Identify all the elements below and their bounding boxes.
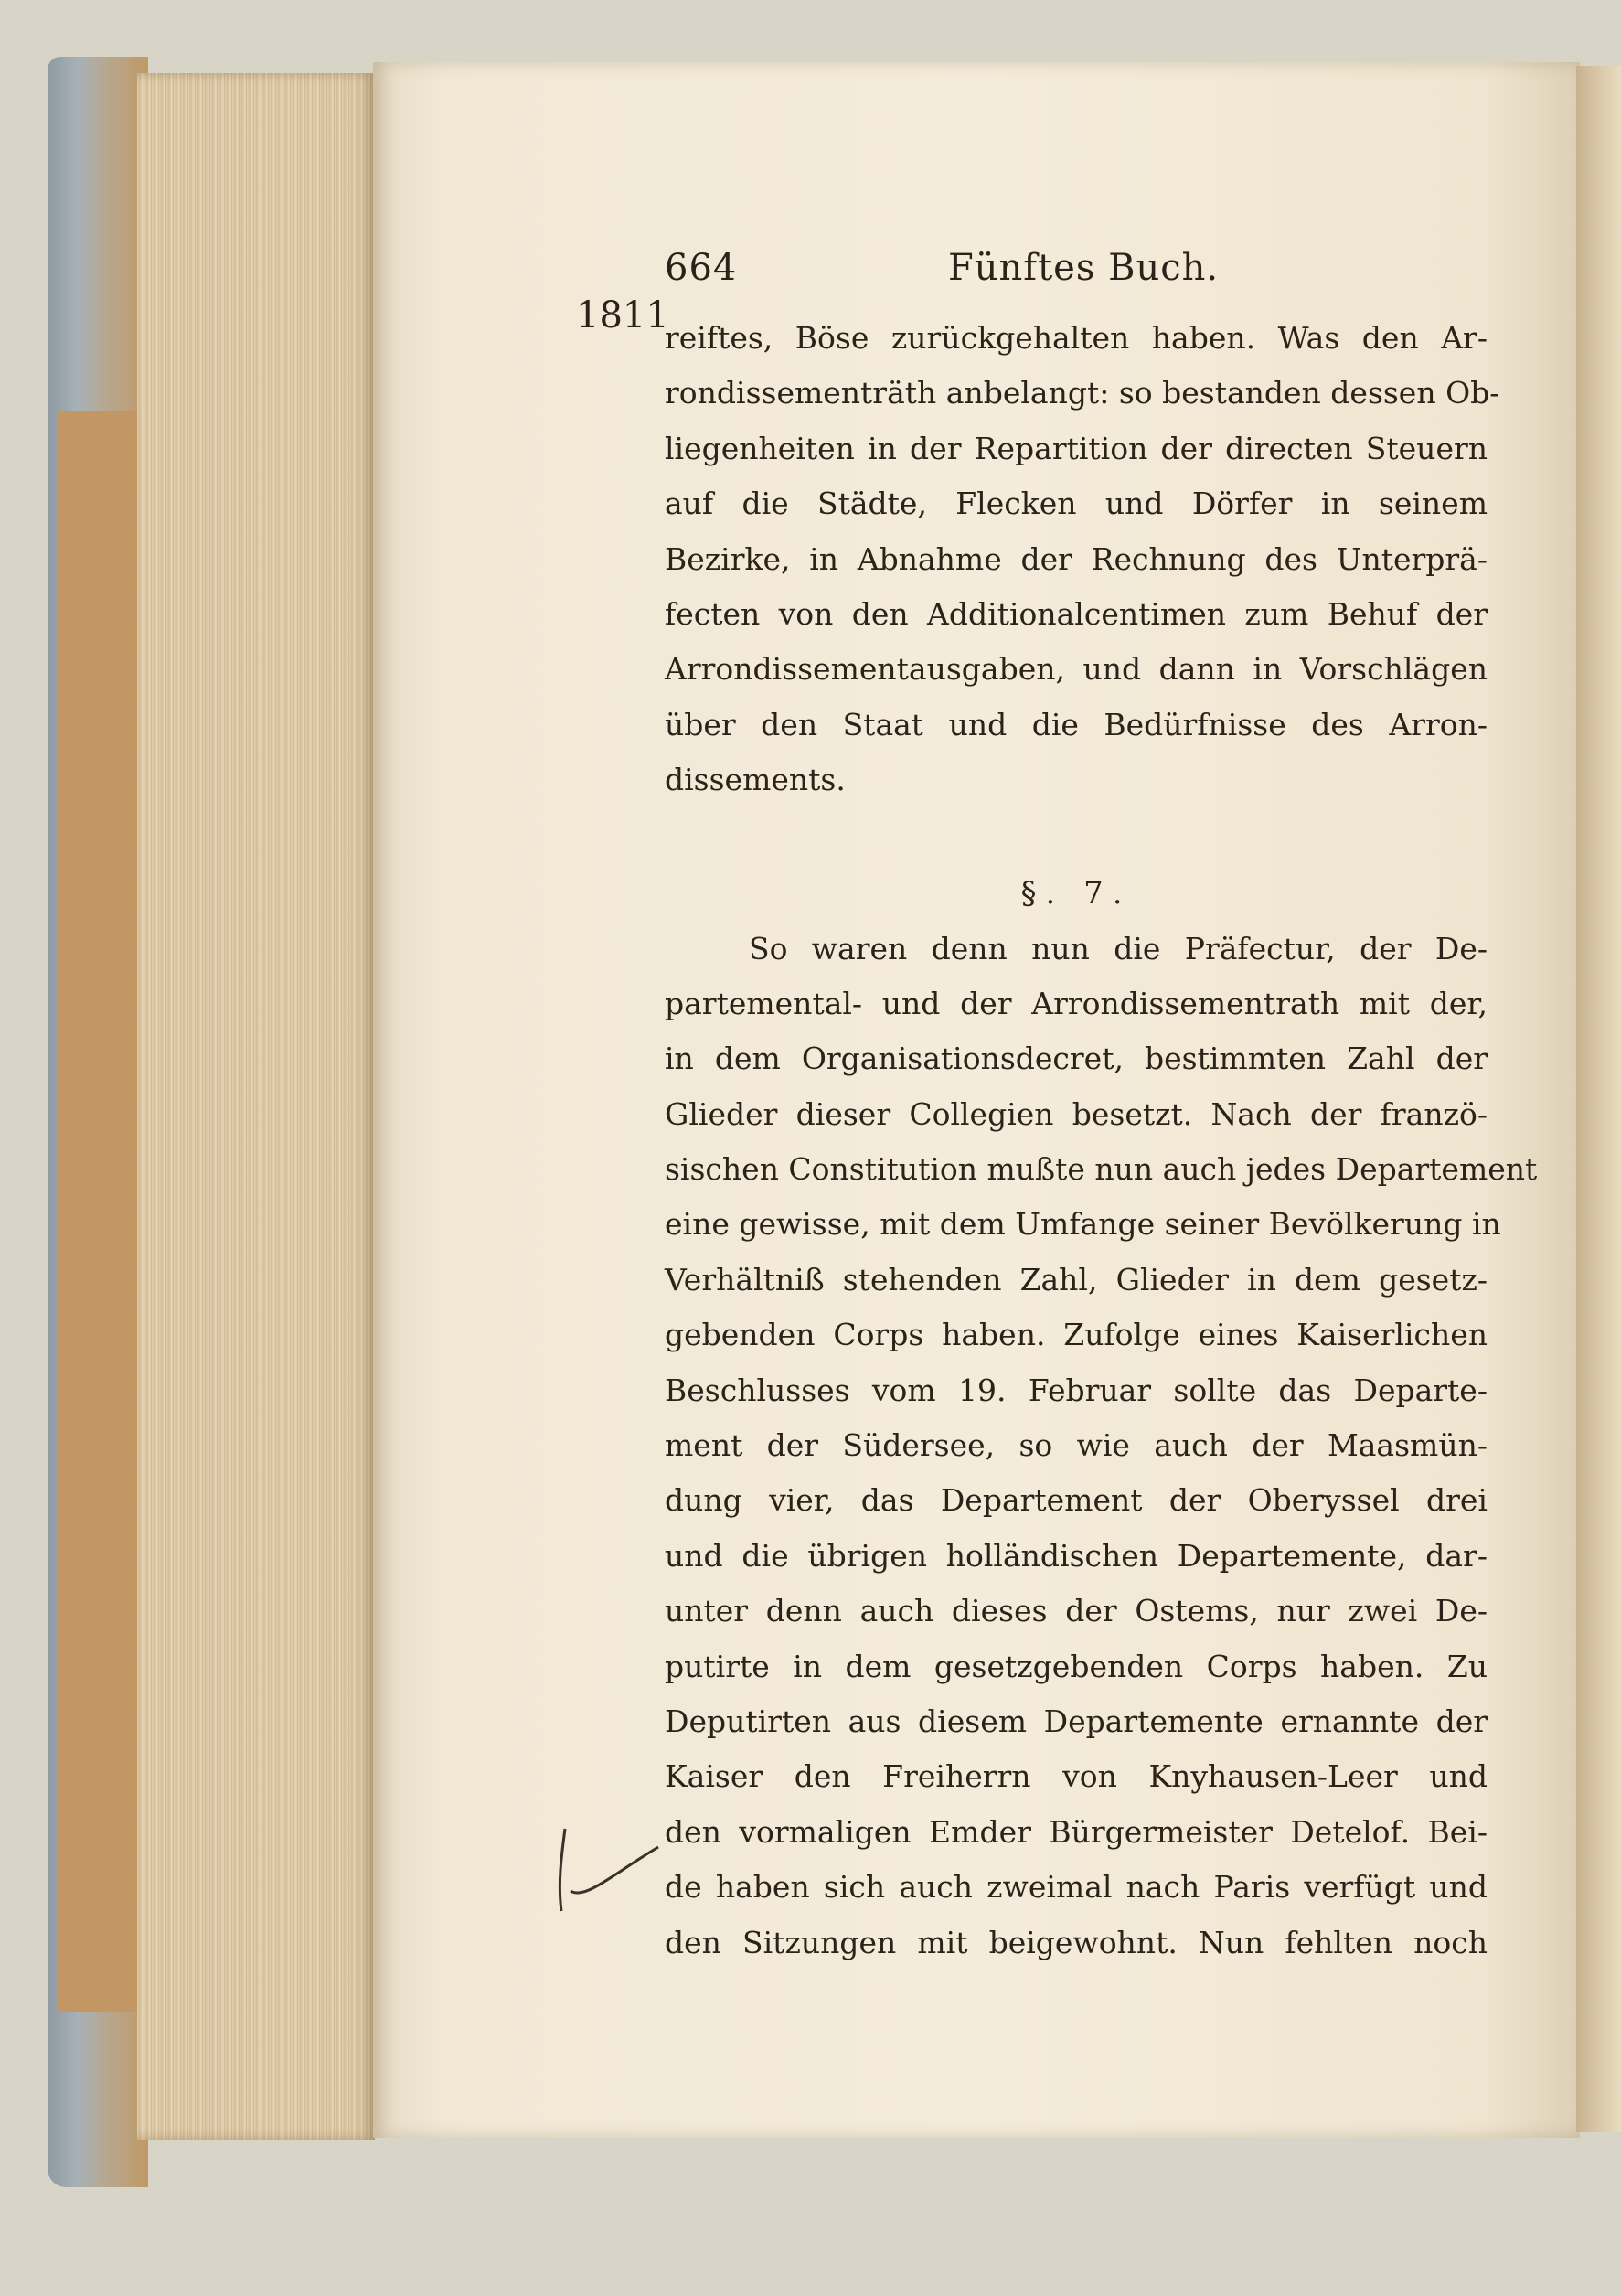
text-line: putirte in dem gesetzgebenden Corps haben. Zu [665, 1648, 1488, 1684]
text-line: unter denn auch dieses der Ostems, nur zwei De- [665, 1593, 1488, 1629]
text-line: in dem Organisationsdecret, bestimmten Zahl der [665, 1041, 1488, 1077]
text-line: fecten von den Additionalcentimen zum Behuf der [665, 595, 1488, 632]
text-line: So waren denn nun die Präfectur, der De- [749, 930, 1488, 966]
text-line: reiftes, Böse zurückgehalten haben. Was den Ar- [665, 320, 1488, 356]
text-line: Beschlusses vom 19. Februar sollte das Departe- [665, 1372, 1488, 1408]
paragraph-1 [665, 311, 1500, 808]
text-line: Bezirke, in Abnahme der Rechnung des Unterprä- [665, 540, 1488, 577]
page-text [665, 247, 1538, 1970]
text-line: ment der Südersee, so wie auch der Maasmün- [665, 1427, 1488, 1464]
text-line: dung vier, das Departement der Oberyssel drei [665, 1482, 1488, 1519]
paragraph-2 [665, 922, 1538, 1970]
text-line: gebenden Corps haben. Zufolge eines Kaiserlichen [665, 1317, 1488, 1353]
text-line: und die übrigen holländischen Departemente, dar- [665, 1537, 1488, 1574]
section-heading: §. 7. [1020, 874, 1132, 912]
facing-page-edge [1576, 66, 1621, 2132]
text-line: eine gewisse, mit dem Umfange seiner Bevölkerung in [665, 1206, 1501, 1243]
text-line: dissements. [665, 762, 846, 798]
text-line: den Sitzungen mit beigewohnt. Nun fehlten noch [665, 1924, 1488, 1960]
text-line: partemental- und der Arrondissementrath mit der, [665, 985, 1488, 1021]
text-line: rondissementräth anbelangt: so bestanden dessen Ob- [665, 375, 1500, 411]
margin-year-note: 1811 [576, 294, 669, 336]
text-line: Deputirten aus diesem Departemente ernannte der [665, 1703, 1488, 1739]
text-line: Glieder dieser Collegien besetzt. Nach der franzö- [665, 1095, 1488, 1132]
running-title: Fünftes Buch. [948, 247, 1220, 289]
text-line: sischen Constitution mußte nun auch jedes Departement [665, 1151, 1538, 1188]
text-line: de haben sich auch zweimal nach Paris verfügt und [665, 1869, 1488, 1906]
text-line: Kaiser den Freiherrn von Knyhausen-Leer und [665, 1758, 1488, 1795]
page-edges [137, 73, 375, 2140]
text-line: liegenheiten in der Repartition der directen Steuern [665, 430, 1488, 466]
text-line: über den Staat und die Bedürfnisse des Arron- [665, 706, 1488, 742]
page-number: 664 [665, 247, 738, 289]
text-line: Arrondissementausgaben, und dann in Vorschlägen [665, 651, 1488, 688]
pencil-mark [549, 1820, 677, 1920]
text-line: den vormaligen Emder Bürgermeister Detelof. Bei- [665, 1813, 1488, 1850]
text-line: auf die Städte, Flecken und Dörfer in seinem [665, 486, 1488, 522]
running-head [665, 247, 1488, 311]
text-line: Verhältniß stehenden Zahl, Glieder in dem gesetz- [665, 1261, 1488, 1298]
